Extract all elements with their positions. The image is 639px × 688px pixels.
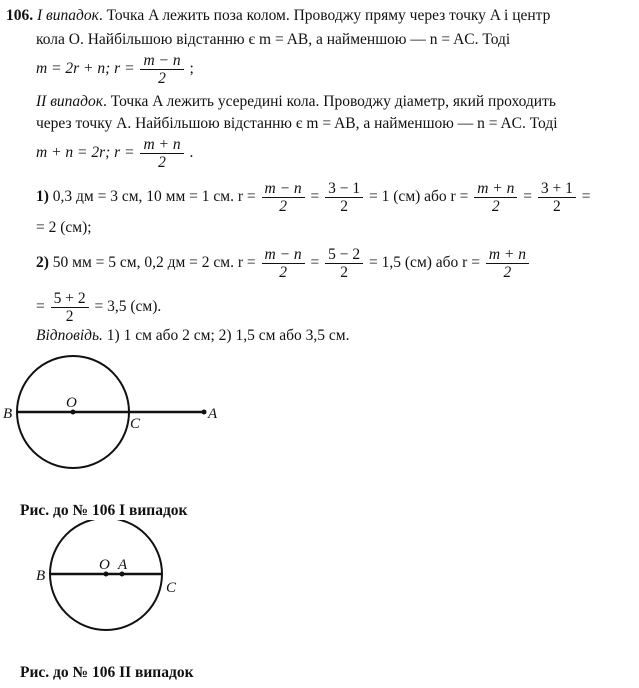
figure1-point-a xyxy=(202,410,207,415)
case1-formula xyxy=(36,52,194,87)
case2-line-1 xyxy=(36,92,556,112)
case1-fraction xyxy=(140,52,183,87)
case2-line-2 xyxy=(36,114,558,134)
solution2-frac1-den: 2 xyxy=(279,264,287,281)
case2-title: ІІ випадок xyxy=(36,93,104,110)
solution2-frac2 xyxy=(325,246,363,281)
solution2-frac1 xyxy=(262,246,305,281)
case1-formula-a: m = 2r + n; r = xyxy=(36,60,135,78)
solution1-frac2 xyxy=(325,180,363,215)
solution1-text: 0,3 дм = 3 см, 10 мм = 1 см. r = xyxy=(52,188,256,206)
solution1-line-2 xyxy=(36,218,92,238)
solution1-frac1-den: 2 xyxy=(279,198,287,215)
answer-line xyxy=(36,326,349,346)
case2-text-2: через точку A. Найбільшою відстанню є m = AB, а найменшою — n = AC. Тоді xyxy=(36,115,558,132)
solution1-frac3-num: m + n xyxy=(474,180,517,198)
case2-fraction xyxy=(140,136,183,171)
solution1-eq2: = xyxy=(523,188,532,206)
figure1-label-o: O xyxy=(66,395,77,411)
solution2-frac4-num: 5 + 2 xyxy=(51,290,89,308)
solution1-frac4 xyxy=(538,180,576,215)
figure1-label-c: C xyxy=(130,416,141,432)
solution1-frac3-den: 2 xyxy=(491,198,500,215)
solution2-frac3-num: m + n xyxy=(486,246,529,264)
solution2-result1: = 1,5 (см) або r = xyxy=(369,254,480,272)
figure2-caption: Рис. до № 106 ІІ випадок xyxy=(20,664,194,681)
case2-formula-a: m + n = 2r; r = xyxy=(36,144,135,162)
case2-formula xyxy=(36,136,193,171)
figure1-caption: Рис. до № 106 І випадок xyxy=(20,502,188,519)
case1-fraction-den: 2 xyxy=(158,70,166,87)
solution1-eq1: = xyxy=(310,188,320,206)
solution2-label: 2) xyxy=(36,254,49,272)
figure1-label-a: A xyxy=(208,406,218,422)
case1-line-2 xyxy=(36,30,510,50)
solution1-frac1-num: m − n xyxy=(262,180,305,198)
figure1-label-b: B xyxy=(3,406,13,422)
figure2-label-a: A xyxy=(118,557,128,573)
answer-text: 1) 1 см або 2 см; 2) 1,5 см або 3,5 см. xyxy=(102,327,350,344)
solution2-line2-start: = xyxy=(36,298,45,316)
case2-text-1: . Точка A лежить усередині кола. Проводжу діаметр, який проходить xyxy=(103,93,556,110)
case2-formula-end: . xyxy=(189,144,194,162)
solution2-line2-end: = 3,5 (см). xyxy=(94,298,162,316)
solution2-frac3 xyxy=(486,246,529,281)
problem-number: 106. xyxy=(6,7,34,24)
solution2-eq1: = xyxy=(310,254,320,272)
case1-formula-end: ; xyxy=(189,60,194,78)
solution2-frac1-num: m − n xyxy=(262,246,305,264)
solution2-line-1 xyxy=(36,246,531,281)
solution1-frac2-den: 2 xyxy=(340,198,349,215)
solution1-frac4-den: 2 xyxy=(552,198,561,215)
solution1-line2: = 2 (см); xyxy=(36,219,92,236)
solution2-frac3-den: 2 xyxy=(503,264,512,281)
case2-fraction-den: 2 xyxy=(158,154,166,171)
figure2-label-c: C xyxy=(166,580,177,596)
figure2-label-b: B xyxy=(36,568,46,584)
solution1-frac4-num: 3 + 1 xyxy=(538,180,576,198)
solution1-eq3: = xyxy=(581,188,591,206)
solution1-frac3 xyxy=(474,180,517,215)
figure2-diagram xyxy=(0,520,639,650)
case1-text-2: кола O. Найбільшою відстанню є m = AB, а найменшою — n = AC. Тоді xyxy=(36,31,511,48)
case1-text-1: . Точка A лежить поза колом. Проводжу пряму через точку A і центр xyxy=(98,7,551,24)
answer-label: Відповідь. xyxy=(36,327,103,344)
solution2-frac4-den: 2 xyxy=(65,308,74,325)
solution1-frac1 xyxy=(262,180,305,215)
solution2-line-2 xyxy=(36,290,161,325)
case1-title: І випадок xyxy=(37,7,99,24)
solution2-frac2-den: 2 xyxy=(340,264,349,281)
solution1-result1: = 1 (см) або r = xyxy=(369,188,469,206)
solution2-frac2-num: 5 − 2 xyxy=(325,246,363,264)
solution1-frac2-num: 3 − 1 xyxy=(325,180,363,198)
case2-fraction-num: m + n xyxy=(140,136,183,154)
case1-line-1 xyxy=(6,6,550,26)
solution2-frac4 xyxy=(51,290,89,325)
figure1-diagram xyxy=(0,352,639,502)
case1-fraction-num: m − n xyxy=(140,52,183,70)
solution1-line-1 xyxy=(36,180,590,215)
solution2-text: 50 мм = 5 см, 0,2 дм = 2 см. r = xyxy=(52,254,256,272)
solution1-label: 1) xyxy=(36,188,49,206)
figure2-label-o: O xyxy=(99,557,110,573)
